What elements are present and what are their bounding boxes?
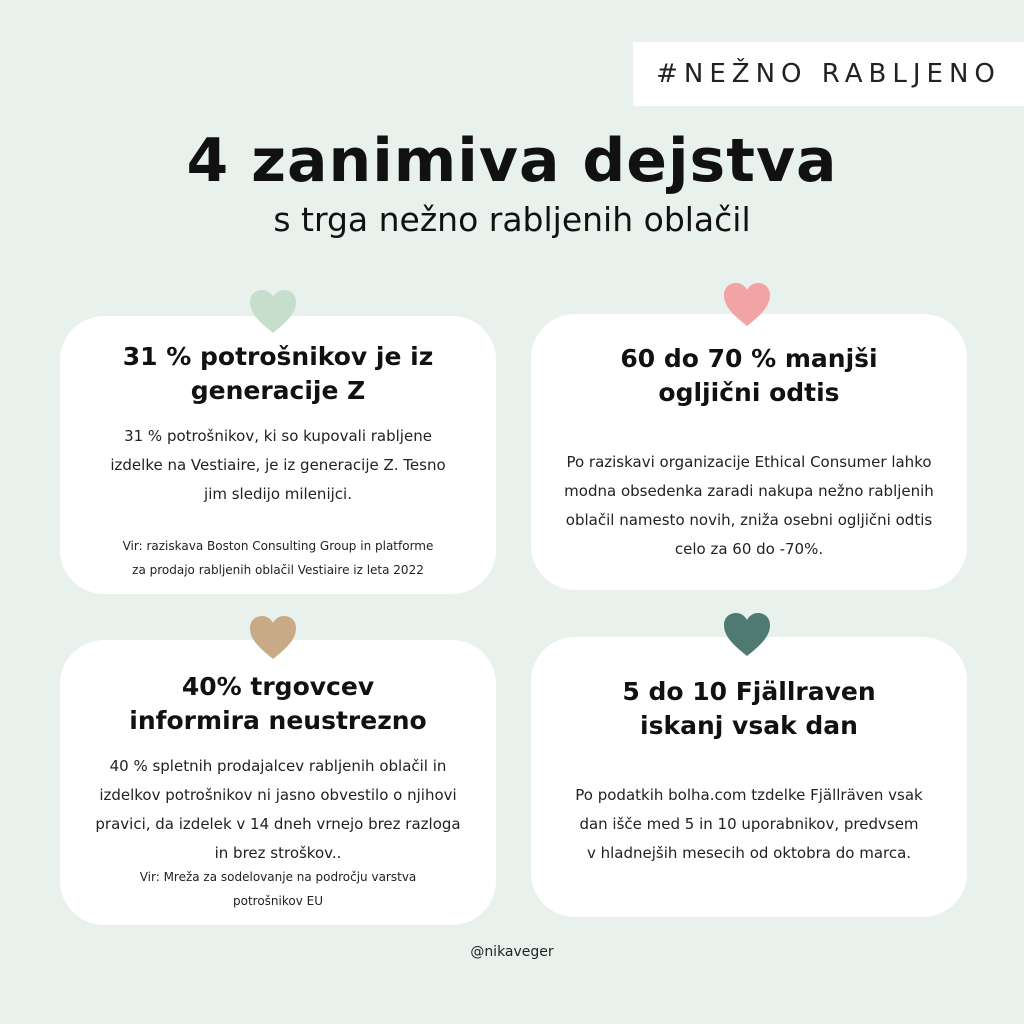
card-title: [60, 340, 496, 408]
card-source-line: za prodajo rabljenih oblačil Vestiaire iz leta 2022: [132, 563, 424, 577]
author-credit: @nikaveger: [470, 944, 554, 960]
page-subtitle: s trga nežno rabljenih oblačil: [273, 200, 751, 239]
card-body-line: dan išče med 5 in 10 uporabnikov, predvsem: [579, 815, 919, 833]
card-title-line: 31 % potrošnikov je iz: [122, 342, 434, 371]
card-body-line: 40 % spletnih prodajalcev rabljenih oblačil in: [109, 757, 447, 775]
card-title-line: ogljični odtis: [658, 378, 840, 407]
card-body: [545, 448, 953, 564]
card-body-line: Po raziskavi organizacije Ethical Consumer lahko: [566, 453, 932, 471]
card-source-line: Vir: raziskava Boston Consulting Group in platforme: [122, 539, 434, 553]
heart-icon: [248, 289, 298, 335]
card-source-line: potrošnikov EU: [232, 894, 323, 908]
card-body-line: oblačil namesto novih, zniža osebni ogljični odtis: [565, 511, 933, 529]
card-title-line: iskanj vsak dan: [640, 711, 858, 740]
card-body-line: izdelkov potrošnikov ni jasno obvestilo o njihovi: [99, 786, 457, 804]
card-body: [74, 422, 482, 509]
card-body: [545, 781, 953, 868]
card-title: [531, 675, 967, 743]
card-body-line: modna obsedenka zaradi nakupa nežno rabljenih: [564, 482, 934, 500]
card-body: [74, 752, 482, 868]
card-title-line: informira neustrezno: [129, 706, 427, 735]
fact-card-retailers: [60, 640, 496, 925]
card-source: [74, 534, 482, 582]
card-body-line: izdelke na Vestiaire, je iz generacije Z. Tesno: [110, 456, 446, 474]
card-body-line: jim sledijo milenijci.: [204, 485, 352, 503]
hashtag-banner: [633, 42, 1024, 106]
hashtag-text: #NEŽNO RABLJENO: [656, 59, 1001, 89]
heart-icon: [722, 612, 772, 658]
fact-card-gen-z: [60, 316, 496, 594]
card-title-line: 40% trgovcev: [181, 672, 375, 701]
card-title: [531, 342, 967, 410]
fact-card-carbon-footprint: [531, 314, 967, 590]
card-title-line: 60 do 70 % manjši: [620, 344, 878, 373]
heart-icon: [722, 282, 772, 328]
fact-card-fjallraven: [531, 637, 967, 917]
card-title: [60, 670, 496, 738]
card-body-line: celo za 60 do -70%.: [674, 540, 824, 558]
card-body-line: in brez stroškov..: [214, 844, 342, 862]
card-body-line: Po podatkih bolha.com tzdelke Fjällräven vsak: [575, 786, 923, 804]
heart-icon: [248, 615, 298, 661]
page-title: 4 zanimiva dejstva: [186, 126, 838, 196]
card-body-line: 31 % potrošnikov, ki so kupovali rabljene: [124, 427, 432, 445]
card-source-line: Vir: Mreža za sodelovanje na področju varstva: [139, 870, 417, 884]
card-source: [74, 865, 482, 913]
card-title-line: generacije Z: [190, 376, 366, 405]
card-body-line: v hladnejših mesecih od oktobra do marca.: [586, 844, 912, 862]
card-title-line: 5 do 10 Fjällraven: [622, 677, 876, 706]
card-body-line: pravici, da izdelek v 14 dneh vrnejo brez razloga: [95, 815, 461, 833]
